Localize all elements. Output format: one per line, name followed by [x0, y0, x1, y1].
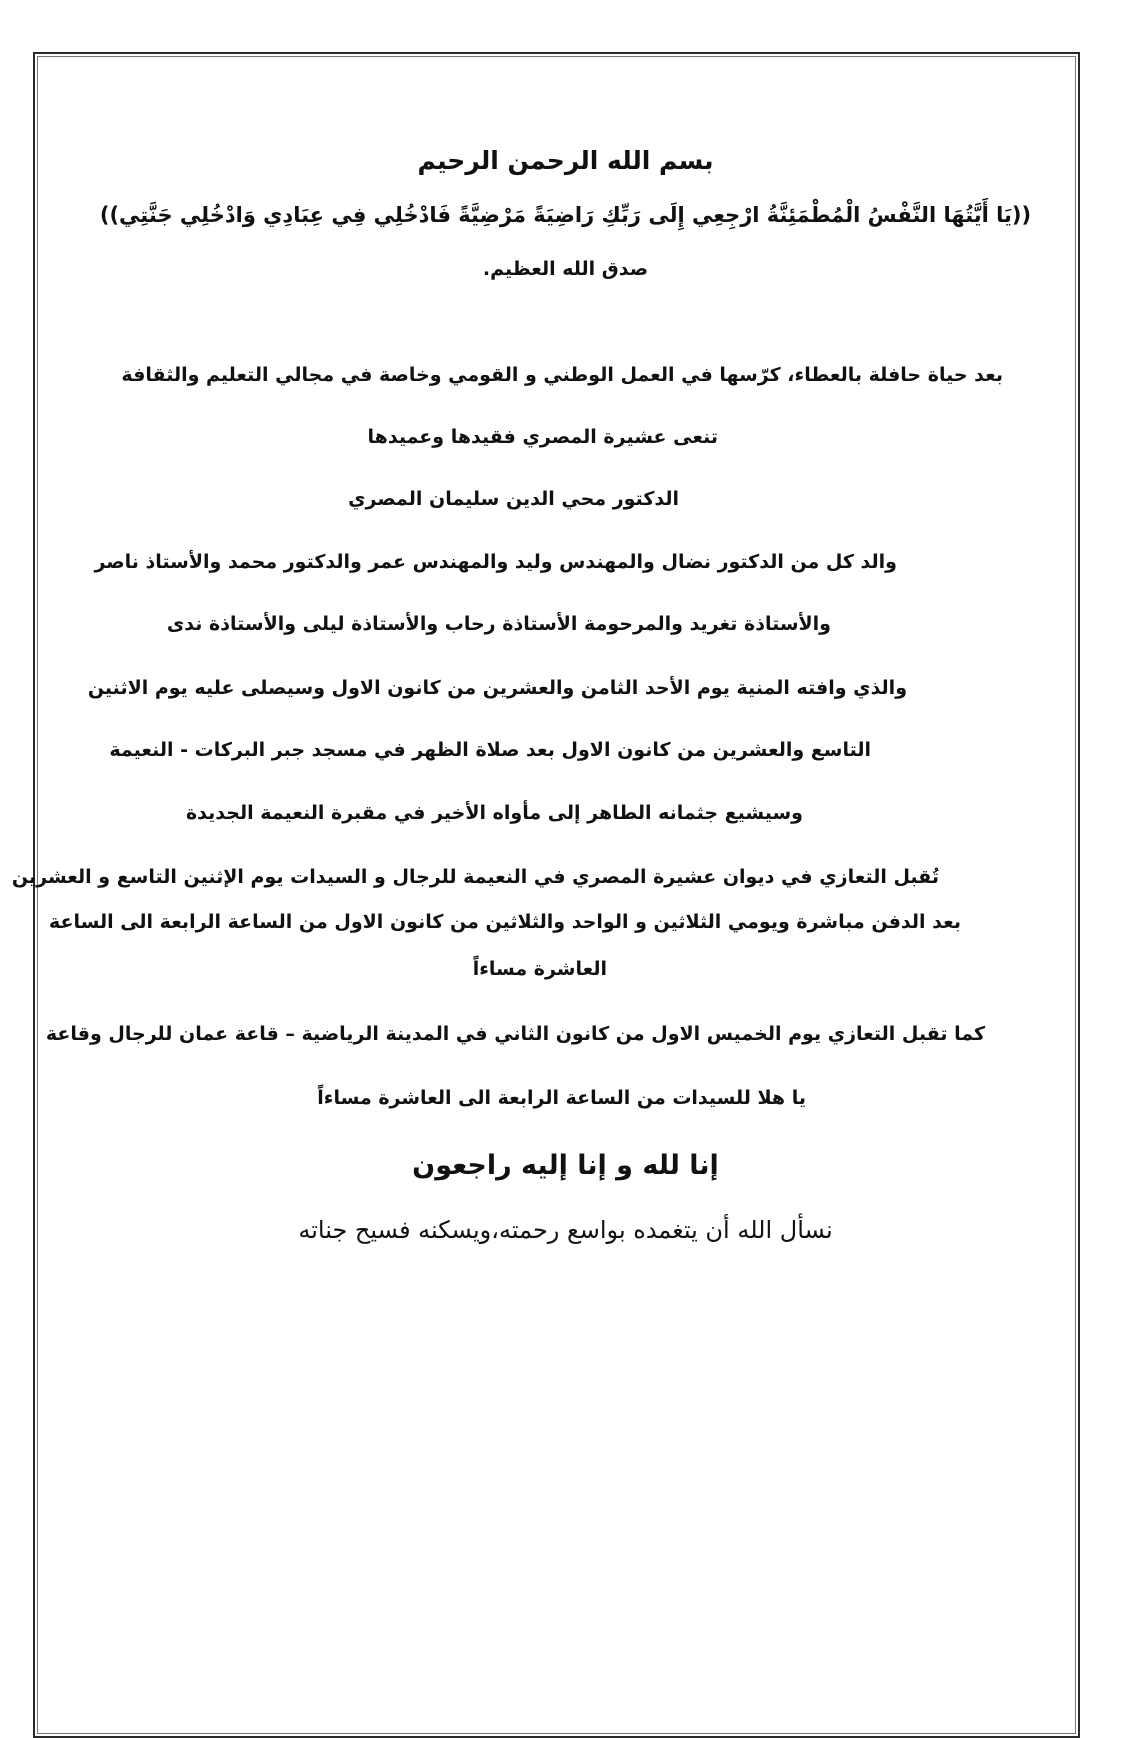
body-line-12: كما تقبل التعازي يوم الخميس الاول من كانون الثاني في المدينة الرياضية – قاعة عمان للرجال وقاعة	[45, 1023, 985, 1045]
sadaq-line: صدق الله العظيم.	[482, 258, 649, 280]
body-line-6: والذي وافته المنية يوم الأحد الثامن والعشرين من كانون الاول وسيصلى عليه يوم الاثنين	[87, 677, 907, 699]
deceased-name: الدكتور محي الدين سليمان المصري	[348, 488, 679, 510]
body-line-2: تنعى عشيرة المصري فقيدها وعميدها	[367, 426, 718, 448]
body-line-8: وسيشيع جثمانه الطاهر إلى مأواه الأخير في مقبرة النعيمة الجديدة	[185, 802, 803, 824]
quran-verse: ((يَا أَيَّتُهَا النَّفْسُ الْمُطْمَئِنَّةُ ارْجِعِي إِلَى رَبِّكِ رَاضِيَةً مَرْضِيَّةً فَادْخُلِي فِي عِبَادِي وَادْخُلِي جَنَّتِي))	[99, 203, 1032, 227]
body-line-13: يا هلا للسيدات من الساعة الرابعة الى العاشرة مساءاً	[317, 1087, 806, 1109]
body-line-9: تُقبل التعازي في ديوان عشيرة المصري في النعيمة للرجال و السيدات يوم الإثنين التاسع و العشرين	[11, 866, 939, 888]
inna-lillah-phrase: إنا لله و إنا إليه راجعون	[412, 1150, 719, 1181]
body-line-4: والد كل من الدكتور نضال والمهندس وليد والمهندس عمر والدكتور محمد والأستاذ ناصر	[94, 551, 897, 573]
page-border	[33, 52, 1080, 1738]
basmala-heading: بسم الله الرحمن الرحيم	[417, 146, 714, 175]
closing-prayer: نسأل الله أن يتغمده بواسع رحمته،ويسكنه فسيح جناته	[298, 1216, 833, 1244]
body-line-7: التاسع والعشرين من كانون الاول بعد صلاة الظهر في مسجد جبر البركات - النعيمة	[109, 739, 871, 761]
body-line-10: بعد الدفن مباشرة ويومي الثلاثين و الواحد والثلاثين من كانون الاول من الساعة الرابعة الى الساعة	[48, 911, 961, 933]
body-line-11: العاشرة مساءاً	[472, 958, 607, 980]
body-line-1: بعد حياة حافلة بالعطاء، كرّسها في العمل الوطني و القومي وخاصة في مجالي التعليم والثقافة	[121, 364, 1003, 386]
body-line-5: والأستاذة تغريد والمرحومة الأستاذة رحاب والأستاذة ليلى والأستاذة ندى	[166, 613, 831, 635]
